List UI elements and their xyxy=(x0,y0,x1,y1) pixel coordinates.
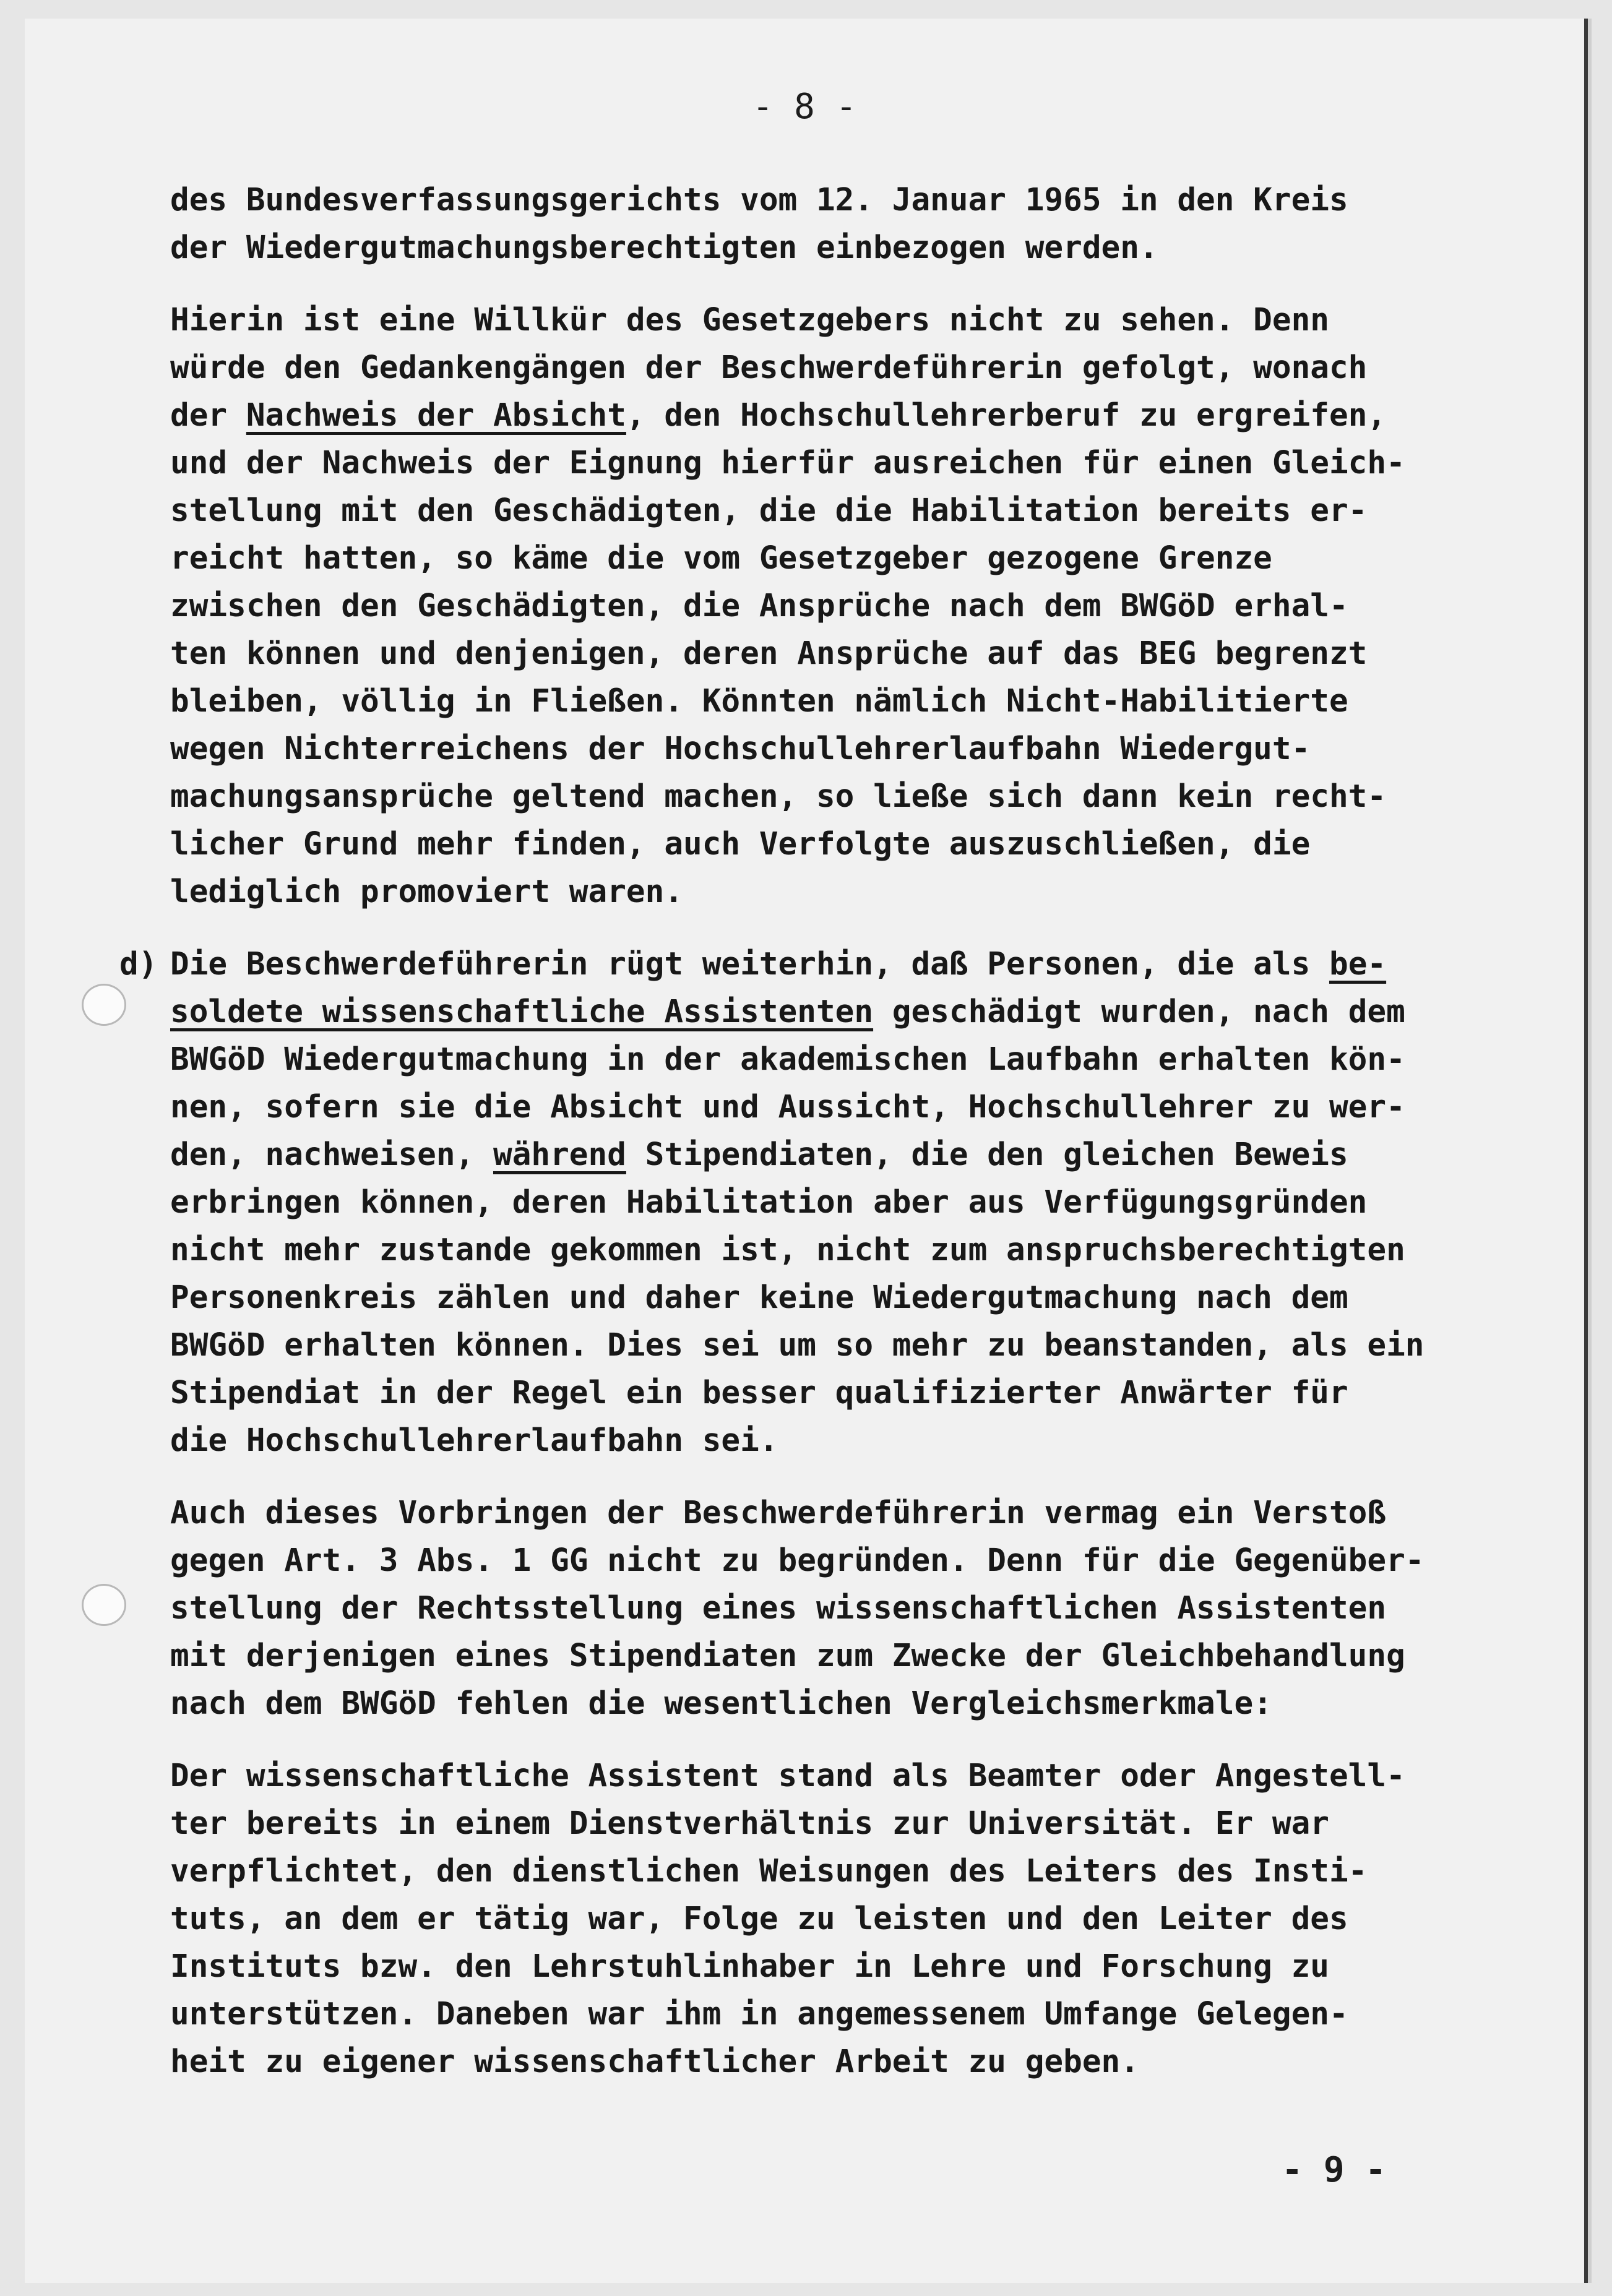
punch-hole-lower xyxy=(82,1584,126,1626)
paragraph-2-text-b: , den Hochschullehrerberuf zu ergreifen, und der Nachweis der Eignung hierfür ausreichen für einen Gleich- stellung mit den Geschädigten, die die Habilitation bereits er- reicht hatten, so käme die vom Gesetzgeber gezogene Grenze zwischen den Geschädigten, die Ansprüche nach dem BWGöD erhal- ten können und denjenigen, deren Ansprüche auf das BEG begrenzt bleiben, völlig in Fließen. Könnten nämlich Nicht-Habilitierte wegen Nichterreichens der Hochschullehrerlaufbahn Wiedergut- machungsansprüche geltend machen, so ließe sich dann kein recht- licher Grund mehr finden, auch Verfolgte auszuschließen, die lediglich promoviert waren. xyxy=(170,397,1405,910)
punch-hole-upper xyxy=(82,984,126,1026)
document-page xyxy=(25,19,1588,2283)
paragraph-3-text-c: Stipendiaten, die den gleichen Beweis erbringen können, deren Habilitation aber aus Verfügungsgründen nicht mehr zustande gekommen ist, nicht zum anspruchsberechtigten Personenkreis zählen und daher keine Wiedergutmachung nach dem BWGöD erhalten können. Dies sei um so mehr zu beanstanden, als ein Stipendiat in der Regel ein besser qualifizierter Anwärter für die Hochschullehrerlaufbahn sei. xyxy=(170,1137,1425,1459)
underlined-word-waehrend: während xyxy=(493,1137,626,1173)
underlined-phrase-assistenten: be- soldete wissenschaftliche Assistenten xyxy=(170,946,1387,1030)
paragraph-3-text-b: geschädigt wurden, nach dem BWGöD Wiedergutmachung in der akademischen Laufbahn erhalten kön- nen, sofern sie die Absicht und Aussicht, Hochschullehrer zu wer- den, nachweisen, xyxy=(170,994,1405,1173)
underlined-phrase-nachweis: Nachweis der Absicht xyxy=(246,397,626,434)
paragraph-3 xyxy=(119,940,1488,1464)
list-letter-d: d) xyxy=(119,946,158,982)
paragraph-5: Der wissenschaftliche Assistent stand als Beamter oder Angestell- ter bereits in einem Dienstverhältnis zur Universität. Er war verpflichtet, den dienstlichen Weisungen des Leiters des Insti- tuts, an dem er tätig war, Folge zu leisten und den Leiter des Instituts bzw. den Lehrstuhlinhaber in Lehre und Forschung zu unterstützen. Daneben war ihm in angemessenem Umfange Gelegen- heit zu eigener wissenschaftlicher Arbeit zu geben. xyxy=(170,1758,1405,2080)
paragraph-1: des Bundesverfassungsgerichts vom 12. Januar 1965 in den Kreis der Wiedergutmachungsberechtigten einbezogen werden. xyxy=(170,182,1348,266)
page-number: - 8 - xyxy=(752,87,857,127)
paragraph-2 xyxy=(170,296,1488,916)
paragraph-4: Auch dieses Vorbringen der Beschwerdeführerin vermag ein Verstoß gegen Art. 3 Abs. 1 GG nicht zu begründen. Denn für die Gegenüber- stellung der Rechtsstellung eines wissenschaftlichen Assistenten mit derjenigen eines Stipendiaten zum Zwecke der Gleichbehandlung nach dem BWGöD fehlen die wesentlichen Vergleichsmerkmale: xyxy=(170,1495,1425,1722)
document-body xyxy=(119,176,1488,2110)
paragraph-3-text-a: Die Beschwerdeführerin rügt weiterhin, daß Personen, die als xyxy=(170,946,1329,982)
next-page-indicator: - 9 - xyxy=(1282,2150,1386,2190)
paragraph-2-text-a: Hierin ist eine Willkür des Gesetzgebers nicht zu sehen. Denn würde den Gedankengängen der Beschwerdeführerin gefolgt, wonach der xyxy=(170,302,1368,434)
